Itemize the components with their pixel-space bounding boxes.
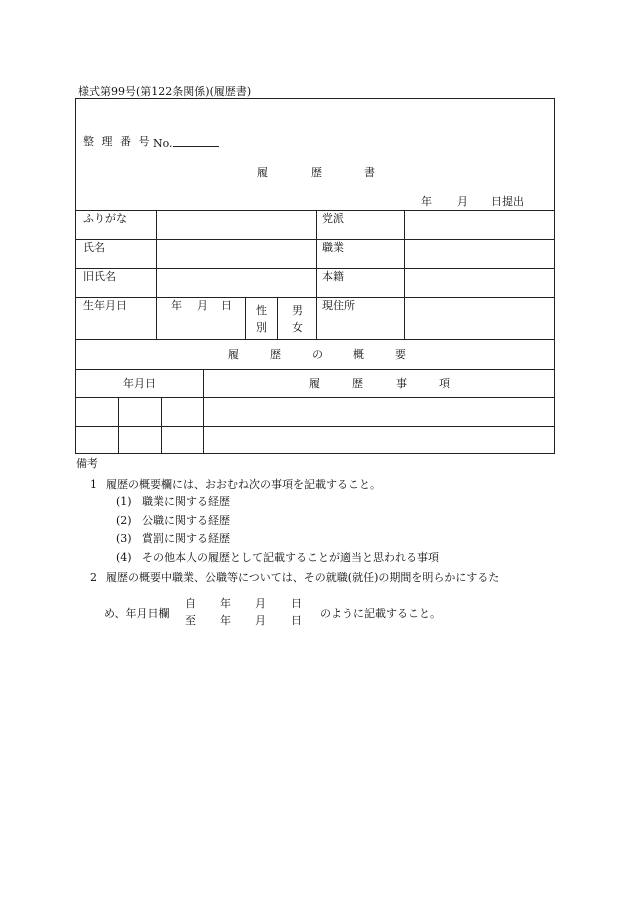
period-to-label: 至 <box>185 614 196 627</box>
period-to-year: 年 <box>220 614 231 627</box>
reference-number-prefix: No. <box>153 137 173 150</box>
row-divider <box>76 339 554 340</box>
submit-date-year: 年 <box>421 195 432 208</box>
col-divider <box>316 210 317 339</box>
history-date-header: 年月日 <box>123 377 156 390</box>
reference-number-blank <box>173 136 219 147</box>
period-from-day: 日 <box>291 597 302 610</box>
title-char: 歴 <box>311 166 322 179</box>
name-label: 氏名 <box>83 241 105 254</box>
note-2-continuation: め、年月日欄 <box>104 607 170 620</box>
reference-number-field <box>153 136 219 149</box>
history-title-char: の <box>312 348 323 361</box>
sub-item-text: 職業に関する経歴 <box>142 495 230 508</box>
history-title-char: 歴 <box>270 348 281 361</box>
col-divider <box>245 297 246 339</box>
history-items-header-char: 履 <box>309 377 320 390</box>
history-items-header-char: 歴 <box>352 377 363 390</box>
title-char: 履 <box>257 166 268 179</box>
submit-date-month: 月 <box>457 195 468 208</box>
history-items-header-char: 項 <box>439 377 450 390</box>
col-divider <box>156 210 157 339</box>
gender-male: 男 <box>292 304 303 317</box>
col-divider <box>203 369 204 454</box>
sub-item-number: (2) <box>116 514 132 527</box>
period-from-label: 自 <box>185 597 196 610</box>
domicile-label: 本籍 <box>322 270 344 283</box>
row-divider <box>76 268 554 269</box>
row-divider <box>76 210 554 211</box>
history-title-char: 要 <box>395 348 406 361</box>
furigana-label: ふりがな <box>83 212 127 225</box>
occupation-label: 職業 <box>322 241 344 254</box>
col-divider <box>277 297 278 339</box>
row-divider <box>76 297 554 298</box>
row-divider <box>76 369 554 370</box>
gender-label-top: 性 <box>256 304 267 317</box>
row-divider <box>76 397 554 398</box>
sub-item-text: 公職に関する経歴 <box>142 514 230 527</box>
col-divider <box>161 397 162 454</box>
title-char: 書 <box>364 166 375 179</box>
address-label: 現住所 <box>322 299 355 312</box>
resume-form-table <box>75 98 555 454</box>
form-heading: 様式第99号(第122条関係)(履歴書) <box>78 85 252 98</box>
submit-date-day: 日提出 <box>491 195 524 208</box>
gender-label-bottom: 別 <box>256 321 267 334</box>
sub-item-number: (4) <box>116 551 132 564</box>
history-title-char: 履 <box>228 348 239 361</box>
reference-number-label: 整 理 番 号 <box>83 135 152 148</box>
row-divider <box>76 426 554 427</box>
period-to-day: 日 <box>291 614 302 627</box>
col-divider <box>404 210 405 339</box>
note-2-number: 2 <box>90 571 97 584</box>
sub-item-number: (1) <box>116 495 132 508</box>
period-to-month: 月 <box>255 614 266 627</box>
birth-day-label: 日 <box>221 299 232 312</box>
note-1-text: 履歴の概要欄には、おおむね次の事項を記載すること。 <box>106 478 381 491</box>
birth-date-label: 生年月日 <box>83 299 127 312</box>
period-from-month: 月 <box>255 597 266 610</box>
gender-female: 女 <box>292 321 303 334</box>
former-name-label: 旧氏名 <box>83 270 116 283</box>
sub-item-number: (3) <box>116 532 132 545</box>
sub-item-text: 賞罰に関する経歴 <box>142 532 230 545</box>
note-2-suffix: のように記載すること。 <box>320 607 441 620</box>
col-divider <box>118 397 119 454</box>
history-title-char: 概 <box>353 348 364 361</box>
notes-heading: 備考 <box>76 457 98 470</box>
birth-month-label: 月 <box>197 299 208 312</box>
note-2-text: 履歴の概要中職業、公職等については、その就職(就任)の期間を明らかにするた <box>106 571 500 584</box>
note-1-number: 1 <box>90 478 97 491</box>
row-divider <box>76 239 554 240</box>
birth-year-label: 年 <box>171 299 182 312</box>
period-from-year: 年 <box>220 597 231 610</box>
sub-item-text: その他本人の履歴として記載することが適当と思われる事項 <box>142 551 439 564</box>
history-items-header-char: 事 <box>396 377 407 390</box>
party-label: 党派 <box>322 212 344 225</box>
